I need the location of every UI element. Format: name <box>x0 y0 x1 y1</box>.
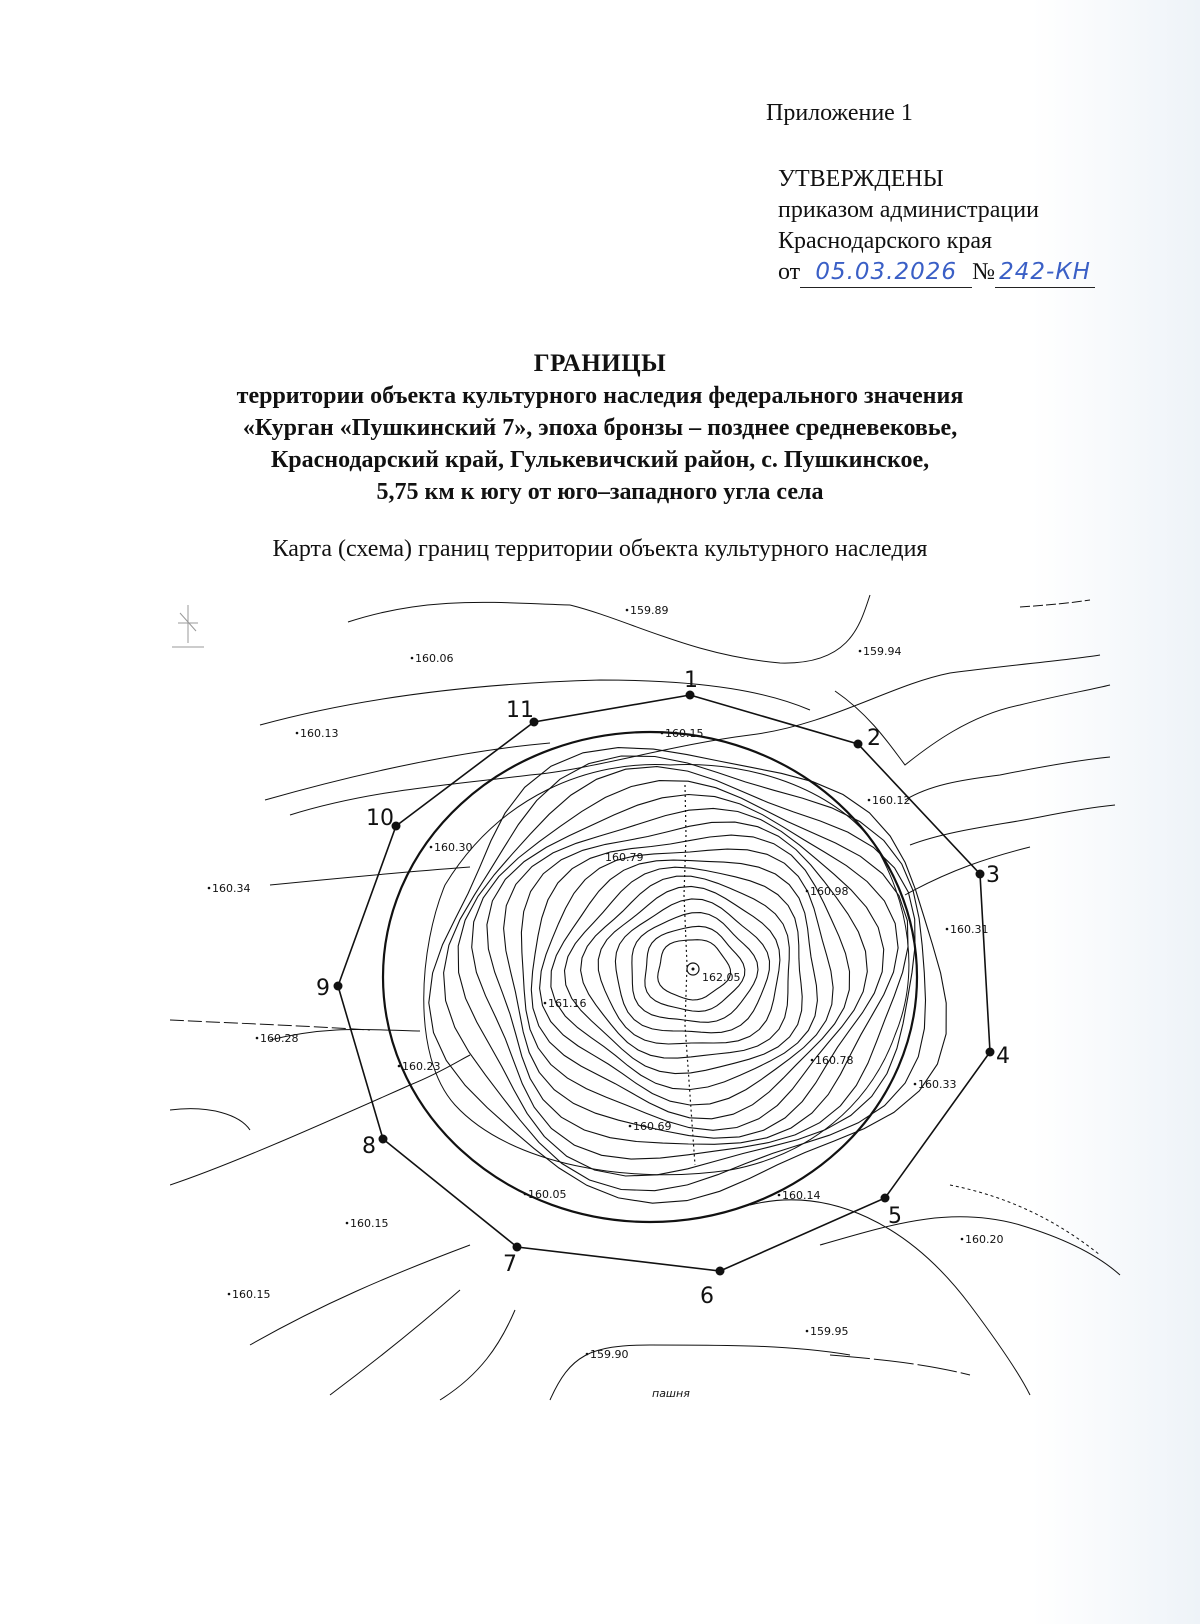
point-label-7: 7 <box>503 1252 517 1277</box>
boundary-vertex <box>881 1194 890 1203</box>
elevation-label: 160.15 <box>232 1288 271 1301</box>
contour-ring <box>615 899 769 1033</box>
boundary-vertex <box>716 1267 725 1276</box>
approved-region: Краснодарского края <box>778 228 993 254</box>
contour-ring <box>632 913 758 1023</box>
elevation-label: 160.69 <box>633 1120 672 1133</box>
boundary-vertex <box>334 982 343 991</box>
elevation-label: 159.89 <box>630 604 669 617</box>
number-prefix: № <box>972 259 996 285</box>
barrow-contours <box>383 732 917 1222</box>
document-title <box>150 348 1050 508</box>
elevation-point <box>661 732 664 735</box>
contour-ring <box>565 867 803 1073</box>
elevation-label: 160.31 <box>950 923 989 936</box>
site-boundary-map <box>170 585 1130 1465</box>
elevation-point <box>524 1193 527 1196</box>
elevation-point <box>914 1083 917 1086</box>
elevation-point <box>586 1353 589 1356</box>
elevation-point <box>208 887 211 890</box>
elevation-label: 160.98 <box>810 885 849 898</box>
title-line-1: территории объекта культурного наследия федерального значения <box>236 383 964 409</box>
boundary-vertex <box>986 1048 995 1057</box>
elevation-point <box>811 1059 814 1062</box>
point-label-1: 1 <box>684 668 698 693</box>
title-line-4: 5,75 км к югу от юго–западного угла села <box>376 479 824 505</box>
elevation-point <box>296 732 299 735</box>
elevation-point <box>228 1293 231 1296</box>
elevation-label: 162.05 <box>702 971 741 984</box>
elevation-label: 160.33 <box>918 1078 957 1091</box>
north-arrow-icon <box>172 605 204 647</box>
boundary-vertex <box>976 870 985 879</box>
elevation-point <box>859 650 862 653</box>
point-label-6: 6 <box>700 1284 714 1309</box>
elevation-point <box>629 1125 632 1128</box>
contour-ring <box>540 849 834 1105</box>
approved-heading: УТВЕРЖДЕНЫ <box>778 166 944 192</box>
elevation-point <box>868 799 871 802</box>
boundary-vertex <box>379 1135 388 1144</box>
elevation-point <box>626 609 629 612</box>
title-heading: ГРАНИЦЫ <box>533 350 667 377</box>
point-label-8: 8 <box>362 1134 376 1159</box>
elevation-point <box>806 890 809 893</box>
elevation-label: 160.79 <box>605 851 644 864</box>
appendix-label: Приложение 1 <box>766 100 913 126</box>
handwritten-number: 242-КН <box>995 259 1095 288</box>
elevation-label: 160.78 <box>815 1054 854 1067</box>
boundary-vertices <box>334 691 995 1276</box>
elevation-label: 160.12 <box>872 794 911 807</box>
heritage-boundary-polygon <box>338 695 990 1271</box>
terrain-contours <box>170 595 1120 1400</box>
elevation-labels <box>212 604 1004 1361</box>
point-label-5: 5 <box>888 1204 902 1229</box>
summit-point <box>692 968 695 971</box>
elevation-point <box>411 657 414 660</box>
elevation-label: 159.95 <box>810 1325 849 1338</box>
point-label-4: 4 <box>996 1044 1010 1069</box>
title-line-3: Краснодарский край, Гулькевичский район, с. Пушкинское, <box>270 447 930 473</box>
elevation-label: 160.34 <box>212 882 251 895</box>
boundary-vertex <box>513 1243 522 1252</box>
elevation-label: 159.94 <box>863 645 902 658</box>
elevation-label: 160.14 <box>782 1189 821 1202</box>
elevation-label: 159.90 <box>590 1348 629 1361</box>
title-line-2: «Курган «Пушкинский 7», эпоха бронзы – позднее средневековье, <box>242 415 958 441</box>
point-label-3: 3 <box>986 863 1000 888</box>
elevation-point <box>544 1002 547 1005</box>
contour-ring <box>444 756 926 1191</box>
elevation-label: 160.28 <box>260 1032 299 1045</box>
elevation-point <box>430 846 433 849</box>
elevation-label: 160.30 <box>434 841 473 854</box>
field-label: пашня <box>652 1387 690 1400</box>
map-svg <box>170 585 1130 1465</box>
date-prefix: от <box>778 259 801 285</box>
elevation-label: 160.06 <box>415 652 454 665</box>
elevation-point <box>806 1330 809 1333</box>
elevation-label: 160.15 <box>350 1217 389 1230</box>
contour-ring <box>472 781 908 1160</box>
map-caption: Карта (схема) границ территории объекта культурного наследия <box>272 536 928 562</box>
elevation-label: 160.23 <box>402 1060 441 1073</box>
elevation-label: 161.16 <box>548 997 587 1010</box>
approved-by-order: приказом администрации <box>778 197 1039 223</box>
approval-date-number-line <box>778 257 1095 288</box>
point-label-2: 2 <box>867 726 881 751</box>
point-label-9: 9 <box>316 976 330 1001</box>
elevation-label: 160.20 <box>965 1233 1004 1246</box>
elevation-label: 160.13 <box>300 727 339 740</box>
elevation-label: 160.05 <box>528 1188 567 1201</box>
elevation-point <box>398 1065 401 1068</box>
elevation-label: 160.15 <box>665 727 704 740</box>
elevation-point <box>778 1194 781 1197</box>
handwritten-date: 05.03.2026 <box>800 259 972 288</box>
point-label-10: 10 <box>366 806 394 831</box>
elevation-point <box>961 1238 964 1241</box>
elevation-point <box>346 1222 349 1225</box>
point-label-11: 11 <box>506 698 534 723</box>
boundary-vertex <box>854 740 863 749</box>
elevation-point <box>946 928 949 931</box>
elevation-point <box>256 1037 259 1040</box>
